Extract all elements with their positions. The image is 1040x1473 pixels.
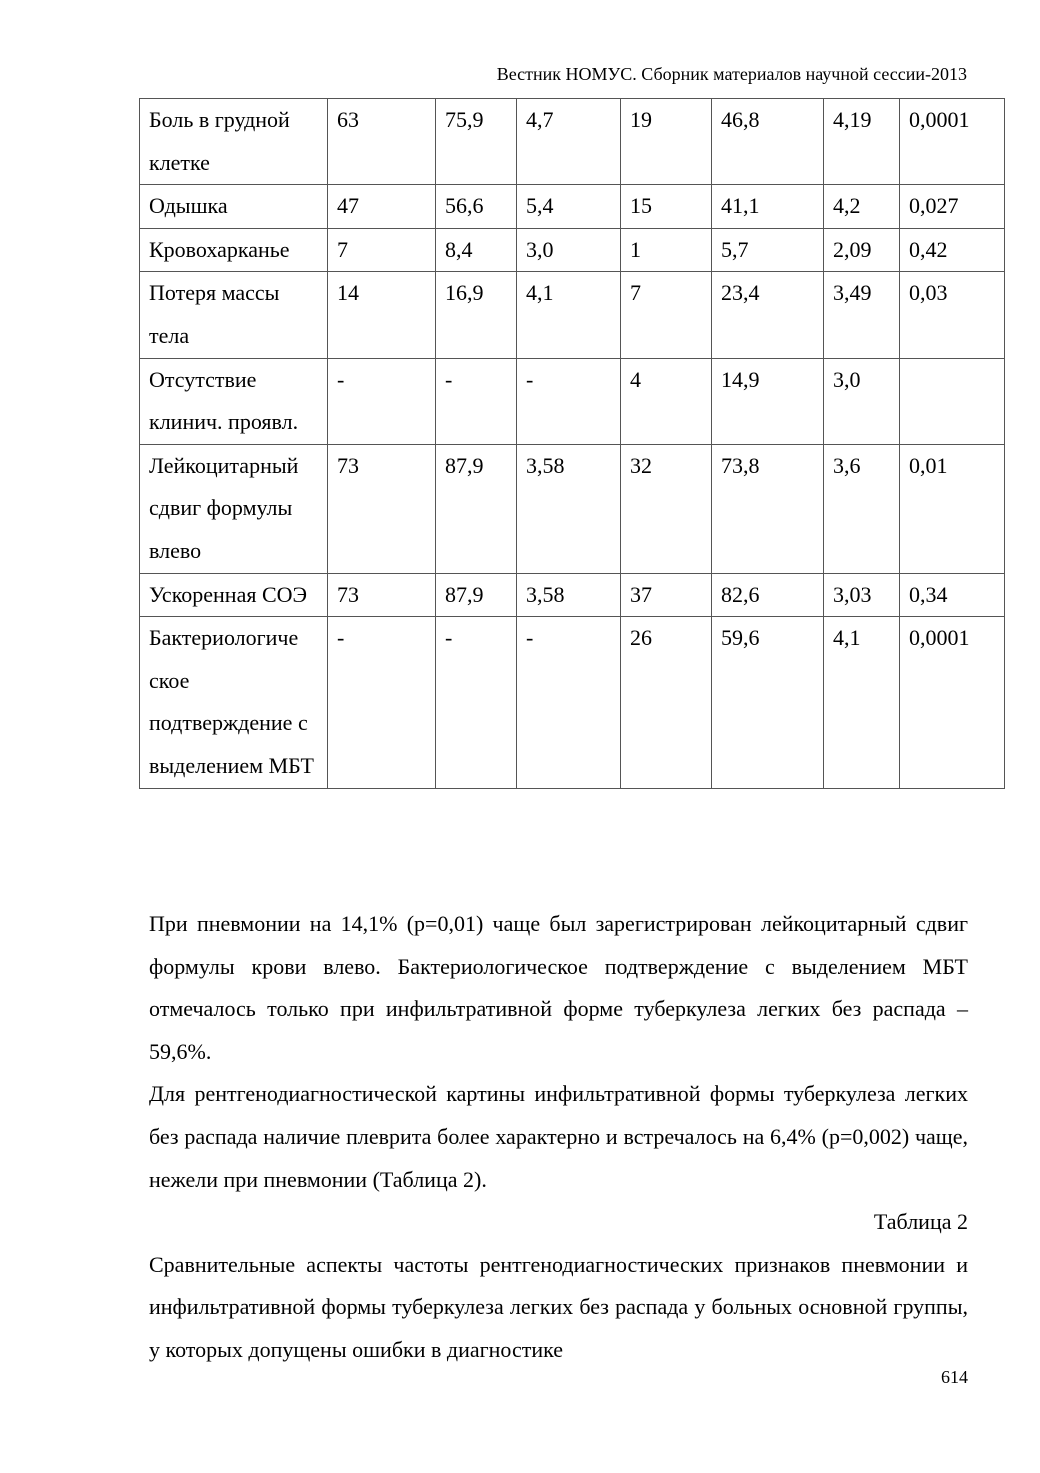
table-cell: 0,42 [900, 228, 1005, 272]
table-cell: 73 [328, 444, 436, 573]
row-label: Боль в грудной клетке [140, 99, 328, 185]
table-cell: 87,9 [436, 573, 517, 617]
table-cell: 4,1 [517, 272, 621, 358]
table-cell: 8,4 [436, 228, 517, 272]
paragraph: Для рентгенодиагностической картины инфильтративной формы туберкулеза легких без распада наличие плеврита более характерно и встречалось на 6,4% (р=0,002) чаще, нежели при пневмонии (Таблица 2). [149, 1081, 968, 1192]
table-cell: 26 [621, 617, 712, 788]
table-cell: 73,8 [712, 444, 824, 573]
table-row [140, 228, 1005, 272]
table-cell: 0,03 [900, 272, 1005, 358]
table-caption-label: Таблица 2 [873, 1209, 968, 1235]
row-label: Ускоренная СОЭ [140, 573, 328, 617]
table-cell: 46,8 [712, 99, 824, 185]
row-label: Потеря массы тела [140, 272, 328, 358]
table-cell: 41,1 [712, 185, 824, 229]
table-cell: 7 [328, 228, 436, 272]
table-cell: 0,027 [900, 185, 1005, 229]
table-row [140, 617, 1005, 788]
table-row [140, 444, 1005, 573]
table-cell: - [436, 358, 517, 444]
table-cell: - [328, 617, 436, 788]
table-cell: 1 [621, 228, 712, 272]
table-cell: 4 [621, 358, 712, 444]
table-cell: 3,6 [824, 444, 900, 573]
table-cell: 47 [328, 185, 436, 229]
table-cell: 56,6 [436, 185, 517, 229]
table-caption-title: Сравнительные аспекты частоты рентгенодиагностических признаков пневмонии и инфильтративной формы туберкулеза легких без распада у больных основной группы, у которых допущены ошибки в диагностике [149, 1251, 968, 1362]
table-cell: 2,09 [824, 228, 900, 272]
table-row [140, 272, 1005, 358]
table-cell: 4,7 [517, 99, 621, 185]
row-label: Бактериологиче ское подтверждение с выделением МБТ [140, 617, 328, 788]
table-cell: 3,0 [517, 228, 621, 272]
data-table [139, 98, 1005, 789]
table-row [140, 99, 1005, 185]
table-row [140, 573, 1005, 617]
table-cell: 3,49 [824, 272, 900, 358]
table-cell: 63 [328, 99, 436, 185]
table-cell: 82,6 [712, 573, 824, 617]
table-cell: 3,03 [824, 573, 900, 617]
table-cell: - [517, 617, 621, 788]
table-cell: 3,0 [824, 358, 900, 444]
paragraph: При пневмонии на 14,1% (р=0,01) чаще был зарегистрирован лейкоцитарный сдвиг формулы крови влево. Бактериологическое подтверждение с выделением МБТ отмечалось только при инфильтративной форме туберкулеза легких без распада – 59,6%. [149, 911, 968, 1064]
table-cell: 4,1 [824, 617, 900, 788]
table-cell: 3,58 [517, 573, 621, 617]
table-cell [900, 358, 1005, 444]
table-cell: 75,9 [436, 99, 517, 185]
table-row [140, 185, 1005, 229]
table-cell: 4,19 [824, 99, 900, 185]
body-text [149, 903, 968, 1372]
table-cell: 5,7 [712, 228, 824, 272]
table-cell: 15 [621, 185, 712, 229]
table-cell: 16,9 [436, 272, 517, 358]
table-cell: - [517, 358, 621, 444]
table-cell: 59,6 [712, 617, 824, 788]
table-cell: 4,2 [824, 185, 900, 229]
table-cell: 0,01 [900, 444, 1005, 573]
page-number: 614 [941, 1367, 968, 1387]
table-cell: 73 [328, 573, 436, 617]
table-cell: - [436, 617, 517, 788]
table-cell: 0,0001 [900, 617, 1005, 788]
table-cell: 14,9 [712, 358, 824, 444]
table-cell: 87,9 [436, 444, 517, 573]
table-cell: - [328, 358, 436, 444]
table-cell: 0,34 [900, 573, 1005, 617]
row-label: Одышка [140, 185, 328, 229]
row-label: Кровохарканье [140, 228, 328, 272]
table-cell: 32 [621, 444, 712, 573]
table-cell: 5,4 [517, 185, 621, 229]
row-label: Отсутствие клинич. проявл. [140, 358, 328, 444]
table-cell: 37 [621, 573, 712, 617]
table-cell: 7 [621, 272, 712, 358]
row-label: Лейкоцитарный сдвиг формулы влево [140, 444, 328, 573]
table-cell: 3,58 [517, 444, 621, 573]
running-header: Вестник НОМУС. Сборник материалов научной сессии-2013 [496, 64, 967, 84]
table-cell: 19 [621, 99, 712, 185]
table-cell: 14 [328, 272, 436, 358]
table-cell: 23,4 [712, 272, 824, 358]
data-table-body [140, 99, 1005, 789]
table-row [140, 358, 1005, 444]
table-cell: 0,0001 [900, 99, 1005, 185]
